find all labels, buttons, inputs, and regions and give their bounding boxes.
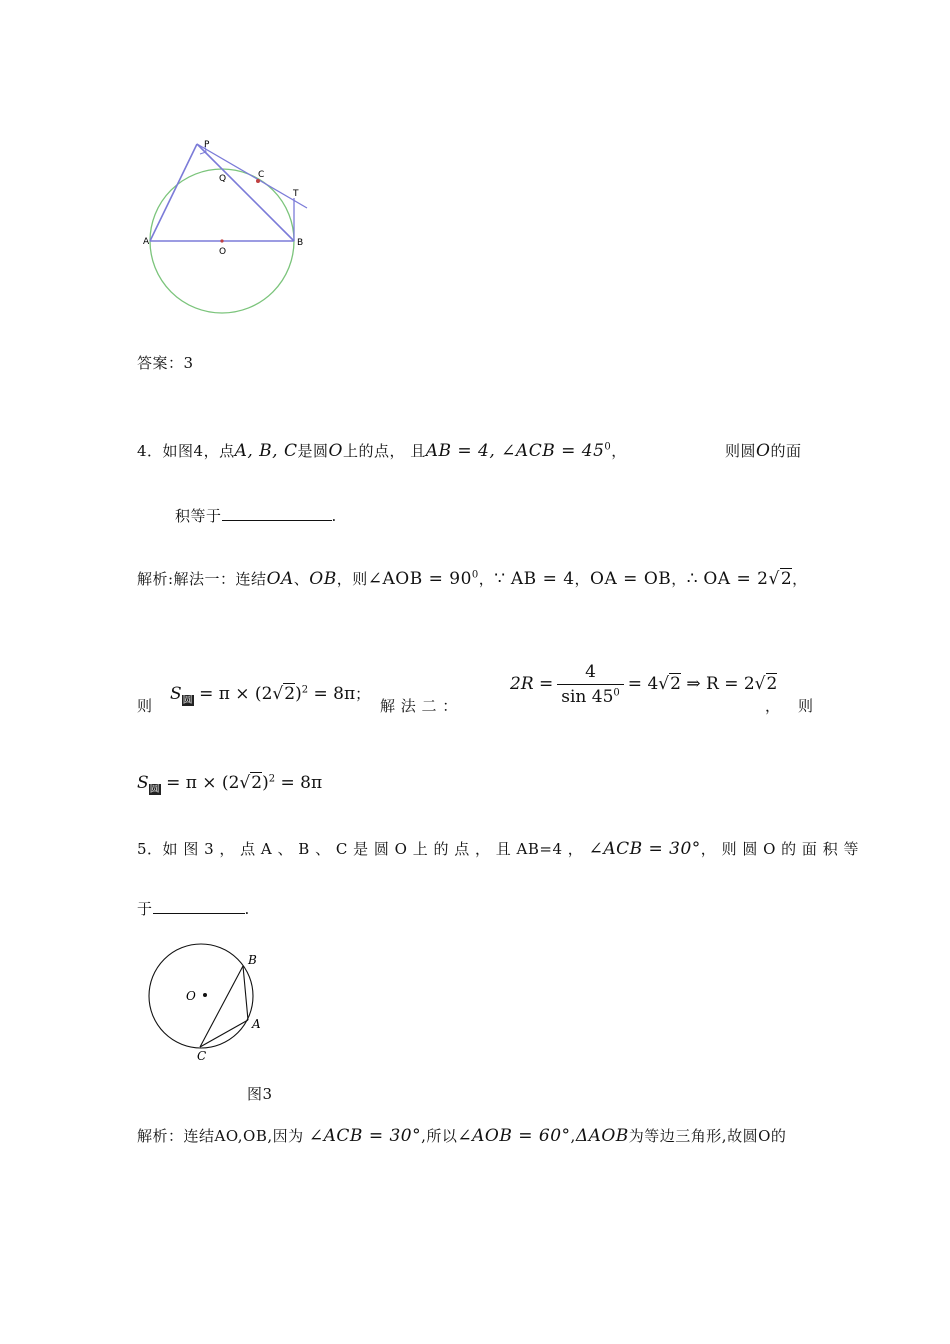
problem-4-given-text: AB = 4, ∠ACB = 45	[425, 441, 605, 461]
area-close: )	[295, 684, 302, 704]
label-p: P	[204, 140, 210, 150]
problem-5-line-2-end: .	[244, 900, 250, 918]
problem-4-line-2-end: .	[331, 507, 337, 525]
problem-4-text-6: 的面	[770, 442, 802, 460]
area-sup-2: 2	[268, 773, 276, 785]
solution-4-angle	[368, 569, 479, 589]
solution-4-sep: 、	[293, 570, 310, 588]
solution-4-line-3: $S_圆 = \pi \times (2√2)^2 = 8\pi$	[137, 773, 323, 795]
solution-4-then: ，则	[336, 570, 368, 588]
area-sup: 2	[301, 684, 309, 696]
figure-3-circle-diagram	[140, 942, 280, 1067]
method-2-then: 则	[798, 697, 814, 715]
answer-blank-5[interactable]	[153, 899, 245, 914]
figure-1-circle-diagram	[140, 132, 320, 322]
area-close-2: )	[262, 773, 269, 793]
method-2-label: 解 法 二 ：	[380, 697, 458, 715]
problem-5-number: 5．	[137, 840, 163, 858]
solution-4-oa-value: OA = 2√2	[703, 569, 793, 589]
fig3-label-c: C	[197, 1049, 207, 1063]
area-s-2: S	[137, 773, 149, 793]
solution-5-line	[137, 1125, 786, 1146]
solution-5-aob: ∠AOB = 60°	[457, 1126, 571, 1146]
fraction-denominator	[557, 684, 624, 707]
label-q: Q	[219, 174, 227, 184]
problem-4-line-2-text: 积等于	[175, 507, 222, 525]
problem-5-angle: ∠ACB = 30°	[588, 839, 701, 859]
problem-5-line-1	[137, 838, 859, 859]
solution-4-area-formula: $S_圆 = \pi \times (2√2)^2 = 8\pi$；	[170, 684, 371, 706]
fraction	[557, 662, 624, 707]
problem-4-text-5: 则圆	[725, 442, 757, 460]
problem-4-circle-o-2: O	[756, 441, 771, 461]
solution-4-oaob: OA = OB	[590, 569, 672, 589]
problem-5-text-1: 如 图 3 ， 点 A 、 B 、 C 是 圆 O 上 的 点 ， 且 AB=4 ，	[162, 840, 584, 858]
solution-4-comma-1: ，	[478, 570, 495, 588]
sqrt-2: 2	[780, 569, 793, 589]
solution-4-oa: OA	[266, 569, 294, 589]
solution-4-comma-2: ，	[574, 570, 591, 588]
solution-4-line-2-then: 则	[137, 697, 153, 715]
problem-4-text-2: 是圆	[297, 442, 329, 460]
fig3-label-o: O	[186, 989, 196, 1003]
problem-4-points: A, B, C	[234, 441, 298, 461]
two-r: 2R =	[510, 674, 554, 694]
figure-3-caption: 图3	[247, 1085, 273, 1103]
problem-4-text-4: ，	[611, 442, 627, 460]
solution-4-angle-text: ∠AOB = 90	[367, 569, 472, 589]
problem-4-circle-o: O	[328, 441, 343, 461]
area-sub-circle: 圆	[182, 695, 193, 706]
solution-5-triangle: ΔAOB	[575, 1126, 629, 1146]
solution-4-comma-3: ，	[671, 570, 687, 588]
label-t: T	[293, 189, 299, 199]
fraction-numerator: 4	[585, 662, 596, 682]
method-2-formula: 2R = $\frac{4}{\sin 45^0}$ = 4√2 ⇒ R = 2√2	[510, 662, 778, 707]
solution-5-comma: ,	[570, 1127, 576, 1145]
solution-4-ob: OB	[309, 569, 337, 589]
area-sqrt: 2	[284, 684, 296, 704]
solution-5-prefix: 解析：连结AO,OB,因为	[137, 1127, 304, 1145]
method-2-comma: ，	[765, 697, 781, 715]
area-semicolon: ；	[355, 685, 371, 703]
area-sqrt-2: 2	[251, 773, 263, 793]
because-symbol: ∵	[494, 569, 506, 589]
point-o	[220, 239, 223, 242]
area-result: = 8π	[313, 684, 356, 704]
circle-o-fig3	[149, 944, 253, 1048]
fraction-den-text: sin 45	[561, 687, 614, 707]
problem-4-line-1	[137, 440, 627, 461]
solution-4-line-1	[137, 568, 808, 589]
r-expr-1: = 4	[627, 674, 659, 694]
label-b: B	[297, 238, 304, 248]
area-sub-circle-2: 圆	[149, 784, 160, 795]
solution-4-prefix: 解析:解法一：连结	[137, 570, 267, 588]
r-expr-2: ⇒ R = 2	[686, 674, 755, 694]
problem-4-number: 4．	[137, 442, 163, 460]
problem-5-line-2-text: 于	[137, 900, 153, 918]
label-c: C	[258, 170, 265, 180]
fig3-label-b: B	[248, 953, 257, 967]
area-s: S	[170, 684, 182, 704]
line-ap	[150, 144, 197, 241]
problem-4-line-2	[175, 505, 337, 526]
solution-4-ab: AB = 4	[510, 569, 575, 589]
problem-5-text-2: ， 则 圆 O 的 面 积 等	[700, 840, 859, 858]
area-result-2: = 8π	[280, 773, 323, 793]
solution-4-end: ，	[792, 570, 808, 588]
problem-4-given	[426, 441, 612, 461]
segment-ba	[243, 966, 248, 1020]
therefore-symbol: ∴	[686, 569, 699, 589]
fraction-den-sup: 0	[613, 687, 620, 699]
r-sqrt-2: 2	[766, 674, 778, 694]
center-dot	[203, 993, 207, 997]
solution-5-end: 为等边三角形,故圆O的	[628, 1127, 787, 1145]
solution-4-angle-sup: 0	[471, 569, 479, 581]
problem-4-text-1: 如图4，点	[162, 442, 235, 460]
answer-blank-4[interactable]	[222, 506, 332, 521]
solution-5-acb: ∠ACB = 30°	[308, 1126, 422, 1146]
r-sqrt-1: 2	[670, 674, 681, 694]
label-a: A	[143, 237, 150, 247]
problem-5-line-2	[137, 898, 250, 919]
fig3-label-a: A	[252, 1017, 261, 1031]
problem-4-given-sup: 0	[604, 441, 612, 453]
area-expr: = π × (2	[199, 684, 273, 704]
solution-5-so: ,所以	[421, 1127, 458, 1145]
problem-4-text-3: 上的点， 且	[342, 442, 426, 460]
problem-4-line-1-right	[725, 440, 801, 461]
label-o: O	[219, 247, 227, 257]
area-expr-2: = π × (2	[166, 773, 240, 793]
answer-line: 答案：3	[137, 354, 194, 372]
solution-4-oa2: OA = 2	[703, 569, 769, 589]
